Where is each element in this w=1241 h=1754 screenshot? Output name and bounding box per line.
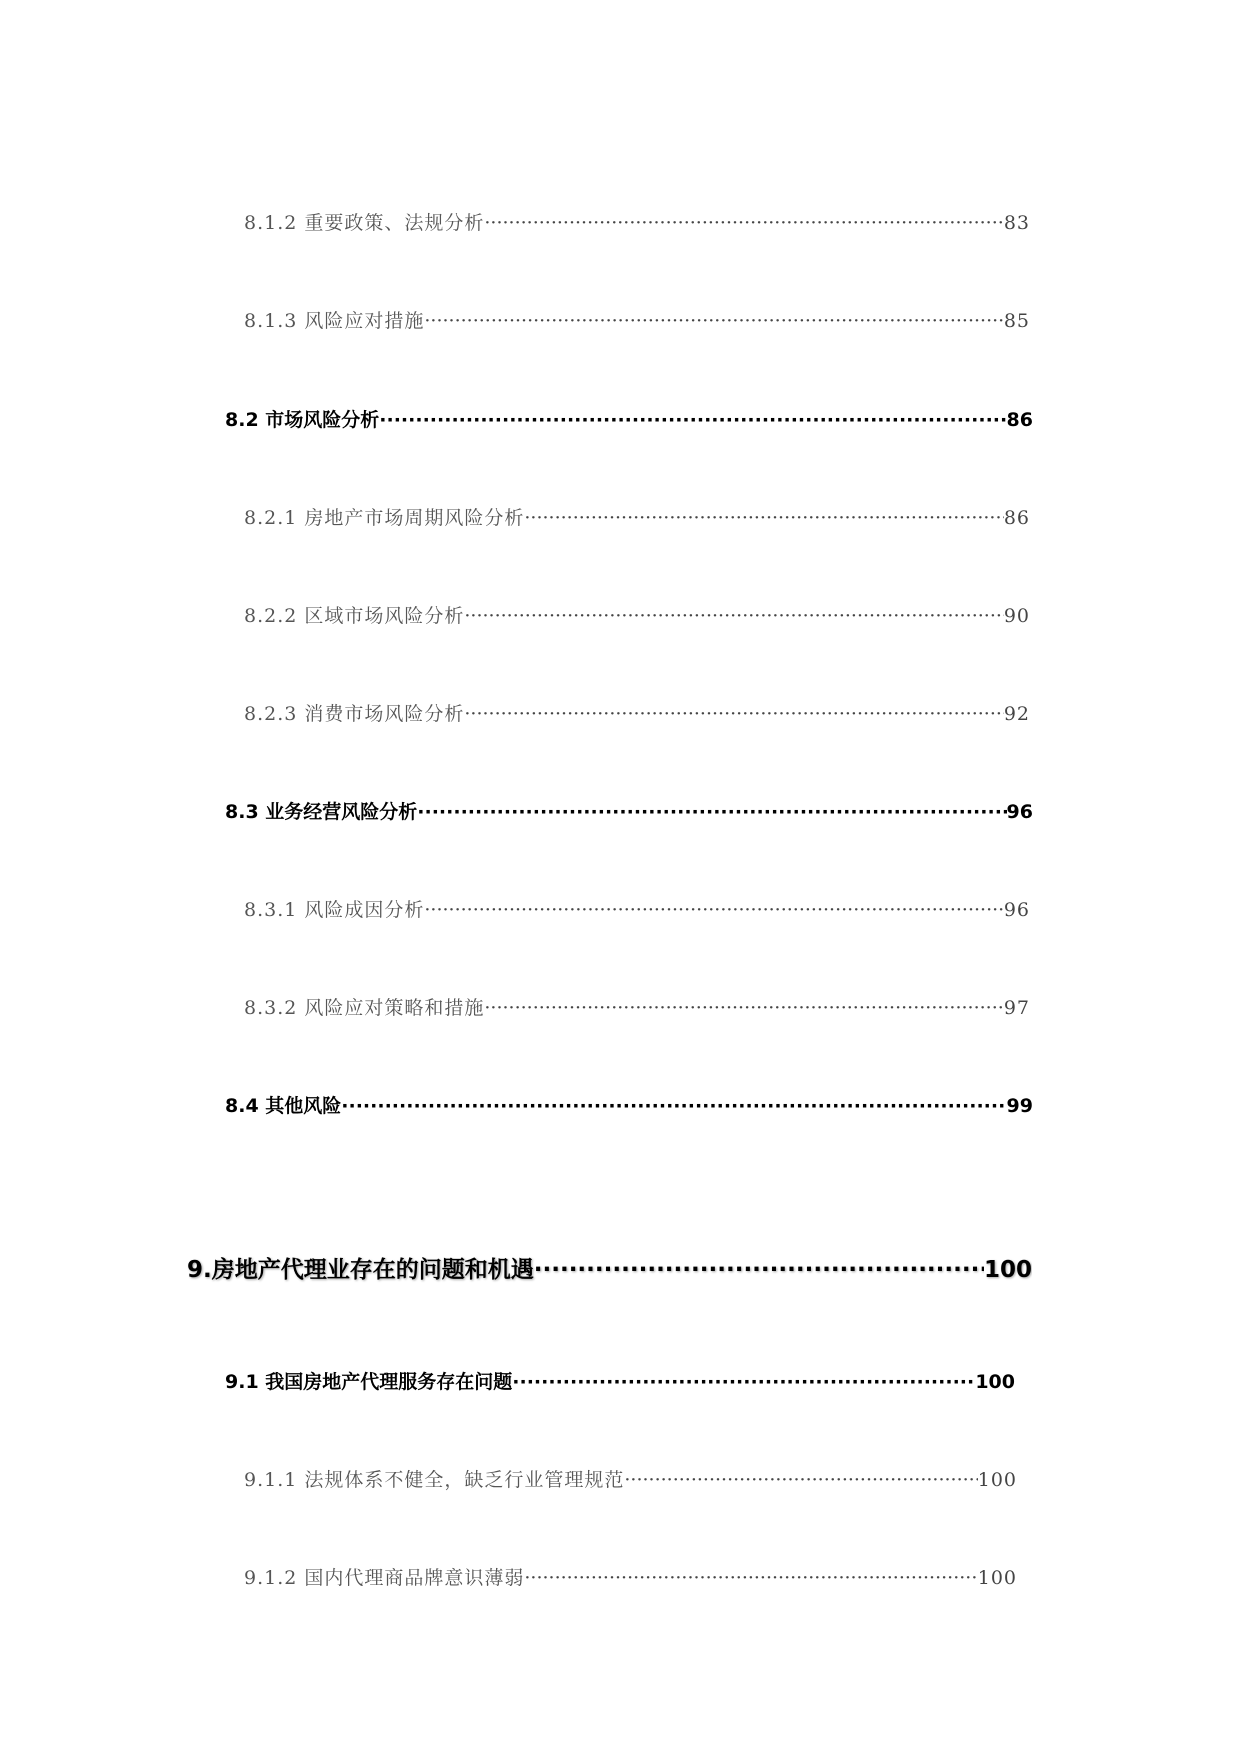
toc-entry-page: 83: [1003, 212, 1030, 234]
dot-leader: [424, 310, 1003, 332]
toc-entry-page: 96: [1003, 899, 1030, 921]
toc-entry-title: 8.1.3 风险应对措施: [244, 310, 425, 332]
toc-entry-page: 99: [1006, 1095, 1033, 1117]
toc-entry: [244, 208, 1030, 236]
toc-entry-page: 97: [1003, 997, 1030, 1019]
dot-leader: [534, 1257, 984, 1283]
toc-entry-title: 8.3.1 风险成因分析: [244, 899, 425, 921]
toc-entry: [244, 699, 1030, 727]
toc-entry-page: 92: [1003, 703, 1030, 725]
dot-leader: [464, 703, 1003, 725]
toc-entry: [244, 895, 1030, 923]
toc-entry-page: 86: [1006, 409, 1033, 431]
toc-entry: [244, 601, 1030, 629]
toc-entry-title: 8.2.1 房地产市场周期风险分析: [244, 507, 525, 529]
toc-entry: [244, 1465, 1017, 1493]
toc-entry-page: 85: [1003, 310, 1030, 332]
dot-leader: [417, 801, 1006, 823]
toc-entry-title: 8.3.2 风险应对策略和措施: [244, 997, 485, 1019]
dot-leader: [464, 605, 1003, 627]
toc-entry: [225, 405, 1033, 433]
toc-entry-page: 100: [977, 1567, 1017, 1589]
toc-entry: [225, 797, 1033, 825]
toc-entry: [244, 503, 1030, 531]
toc-entry: [225, 1367, 1015, 1395]
toc-entry-title: 8.2.3 消费市场风险分析: [244, 703, 465, 725]
toc-entry-page: 90: [1003, 605, 1030, 627]
toc-entry-title: 8.4 其他风险: [225, 1095, 342, 1117]
toc-entry-page: 100: [983, 1257, 1032, 1283]
toc-entry-title: 8.2.2 区域市场风险分析: [244, 605, 465, 627]
dot-leader: [424, 899, 1003, 921]
toc-entry: [244, 1563, 1017, 1591]
toc-entry: [244, 306, 1030, 334]
dot-leader: [484, 997, 1003, 1019]
toc-entry-title: 9.房地产代理业存在的问题和机遇: [187, 1257, 534, 1283]
toc-entry-title: 8.2 市场风险分析: [225, 409, 380, 431]
dot-leader: [341, 1095, 1006, 1117]
toc-entry-page: 96: [1006, 801, 1033, 823]
dot-leader: [624, 1469, 977, 1491]
toc-entry-title: 8.1.2 重要政策、法规分析: [244, 212, 485, 234]
dot-leader: [379, 409, 1006, 431]
dot-leader: [484, 212, 1003, 234]
toc-entry: [244, 993, 1030, 1021]
toc-entry-page: 86: [1003, 507, 1030, 529]
dot-leader: [524, 1567, 977, 1589]
dot-leader: [512, 1371, 975, 1393]
toc-entry-title: 9.1.1 法规体系不健全，缺乏行业管理规范: [244, 1469, 625, 1491]
toc-chapter-entry: [187, 1251, 1032, 1285]
dot-leader: [524, 507, 1003, 529]
toc-entry-title: 9.1.2 国内代理商品牌意识薄弱: [244, 1567, 525, 1589]
toc-entry-title: 9.1 我国房地产代理服务存在问题: [225, 1371, 513, 1393]
toc-entry-title: 8.3 业务经营风险分析: [225, 801, 418, 823]
toc-entry-page: 100: [977, 1469, 1017, 1491]
toc-entry-page: 100: [975, 1371, 1015, 1393]
toc-entry: [225, 1091, 1033, 1119]
